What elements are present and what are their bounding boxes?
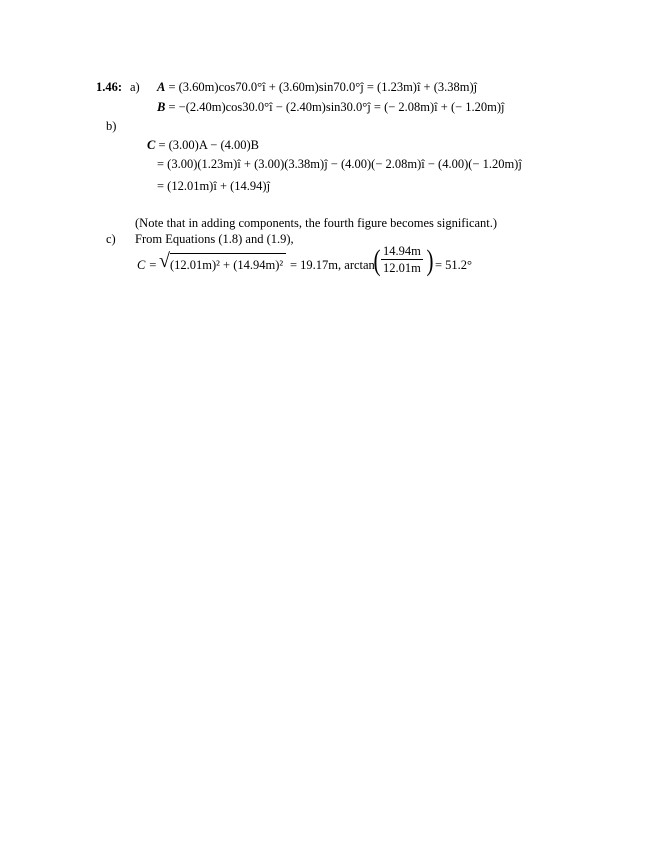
part-a-line2 xyxy=(157,100,505,114)
problem-number: 1.46: xyxy=(96,80,123,94)
vector-c-symbol: C xyxy=(147,138,156,152)
part-c-radicand: (12.01m)² + (14.94m)² xyxy=(170,258,284,272)
part-b-label: b) xyxy=(106,119,117,133)
sqrt-sign: √ xyxy=(159,250,170,272)
part-c-intro: From Equations (1.8) and (1.9), xyxy=(135,232,294,246)
part-b-line2: = (3.00)(1.23m)î + (3.00)(3.38m)ĵ − (4.00)(− 2.08m)î − (4.00)(− 1.20m)ĵ xyxy=(157,157,522,171)
fraction-denominator: 12.01m xyxy=(383,261,421,275)
note-text: (Note that in adding components, the fourth figure becomes significant.) xyxy=(135,216,498,230)
part-c-angle: = 51.2° xyxy=(435,258,473,272)
part-b-line1 xyxy=(147,138,259,152)
part-c-fraction xyxy=(381,244,423,275)
part-c-label: c) xyxy=(106,232,116,246)
part-a-line1 xyxy=(157,80,477,94)
vector-b-symbol: B xyxy=(157,100,166,114)
part-c-result: = 19.17m, arctan xyxy=(290,258,375,272)
part-b-line1-expression: = (3.00)A − (4.00)B xyxy=(158,138,260,152)
left-paren: ( xyxy=(373,244,381,277)
part-c-lhs: C = xyxy=(137,258,157,272)
fraction-numerator: 14.94m xyxy=(383,244,421,258)
vector-a-symbol: A xyxy=(157,80,166,94)
part-a-line2-expression: = −(2.40m)cos30.0°î − (2.40m)sin30.0°ĵ = (− 2.08m)î + (− 1.20m)ĵ xyxy=(168,100,505,114)
part-b-line3: = (12.01m)î + (14.94)ĵ xyxy=(157,179,271,193)
part-a-line1-expression: = (3.60m)cos70.0°î + (3.60m)sin70.0°ĵ = (1.23m)î + (3.38m)ĵ xyxy=(168,80,478,94)
sqrt-vinculum xyxy=(170,253,286,254)
part-a-label: a) xyxy=(130,80,140,94)
right-paren: ) xyxy=(426,244,434,277)
